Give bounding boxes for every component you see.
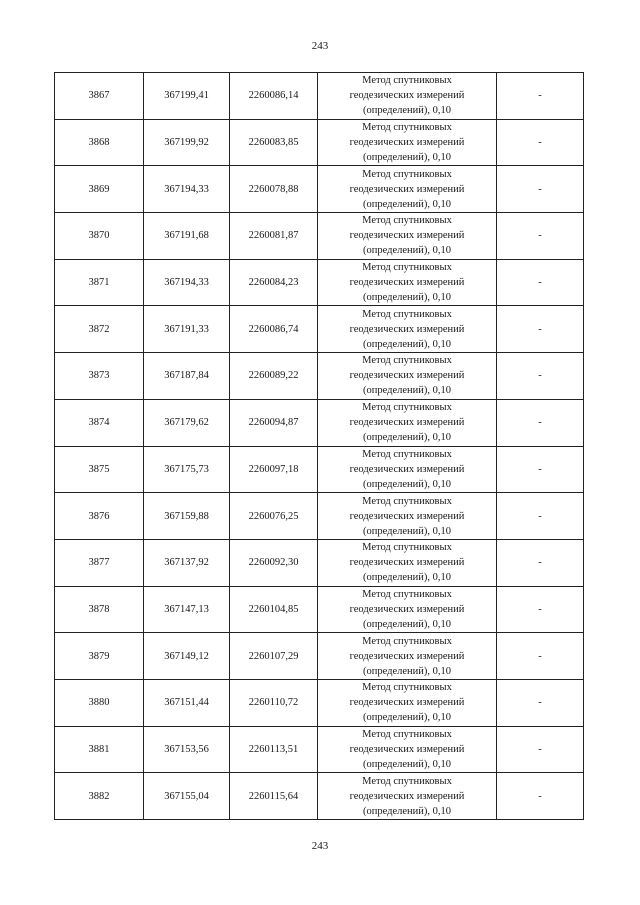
note-cell: - xyxy=(497,399,584,446)
x-coordinate-cell: 367194,33 xyxy=(144,259,230,306)
method-line: геодезических измерений xyxy=(349,417,465,429)
method-cell xyxy=(318,213,497,260)
method-cell xyxy=(318,73,497,120)
method-line: Метод спутниковых xyxy=(362,588,452,600)
method-cell xyxy=(318,773,497,820)
method-line: геодезических измерений xyxy=(349,697,465,709)
x-coordinate-cell: 367194,33 xyxy=(144,166,230,213)
table-row xyxy=(55,633,584,680)
table-row xyxy=(55,73,584,120)
point-number-cell: 3875 xyxy=(55,446,144,493)
table-row xyxy=(55,166,584,213)
x-coordinate-cell: 367151,44 xyxy=(144,679,230,726)
y-coordinate-cell: 2260084,23 xyxy=(230,259,318,306)
x-coordinate-cell: 367191,33 xyxy=(144,306,230,353)
method-line: (определений), 0,10 xyxy=(362,432,452,444)
x-coordinate-cell: 367159,88 xyxy=(144,493,230,540)
point-number-cell: 3871 xyxy=(55,259,144,306)
table-body xyxy=(55,73,584,820)
point-number-cell: 3882 xyxy=(55,773,144,820)
method-line: геодезических измерений xyxy=(349,463,465,475)
method-cell xyxy=(318,399,497,446)
method-line: (определений), 0,10 xyxy=(362,198,452,210)
note-cell: - xyxy=(497,633,584,680)
method-cell xyxy=(318,679,497,726)
x-coordinate-cell: 367191,68 xyxy=(144,213,230,260)
method-cell xyxy=(318,306,497,353)
note-cell: - xyxy=(497,679,584,726)
point-number-cell: 3872 xyxy=(55,306,144,353)
method-line: геодезических измерений xyxy=(349,650,465,662)
method-line: (определений), 0,10 xyxy=(362,245,452,257)
y-coordinate-cell: 2260110,72 xyxy=(230,679,318,726)
method-line: геодезических измерений xyxy=(349,603,465,615)
method-cell xyxy=(318,353,497,400)
table-row xyxy=(55,119,584,166)
x-coordinate-cell: 367199,92 xyxy=(144,119,230,166)
method-line: Метод спутниковых xyxy=(362,122,452,134)
point-number-cell: 3870 xyxy=(55,213,144,260)
method-line: (определений), 0,10 xyxy=(362,292,452,304)
y-coordinate-cell: 2260083,85 xyxy=(230,119,318,166)
note-cell: - xyxy=(497,213,584,260)
method-line: (определений), 0,10 xyxy=(362,618,452,630)
method-line: (определений), 0,10 xyxy=(362,525,452,537)
method-line: Метод спутниковых xyxy=(362,495,452,507)
method-line: геодезических измерений xyxy=(349,743,465,755)
method-cell xyxy=(318,493,497,540)
point-number-cell: 3876 xyxy=(55,493,144,540)
method-cell xyxy=(318,119,497,166)
method-cell xyxy=(318,726,497,773)
method-line: Метод спутниковых xyxy=(362,308,452,320)
point-number-cell: 3873 xyxy=(55,353,144,400)
note-cell: - xyxy=(497,73,584,120)
note-cell: - xyxy=(497,119,584,166)
note-cell: - xyxy=(497,446,584,493)
y-coordinate-cell: 2260115,64 xyxy=(230,773,318,820)
x-coordinate-cell: 367155,04 xyxy=(144,773,230,820)
method-line: (определений), 0,10 xyxy=(362,805,452,817)
table-row xyxy=(55,353,584,400)
method-line: (определений), 0,10 xyxy=(362,385,452,397)
point-number-cell: 3878 xyxy=(55,586,144,633)
method-line: Метод спутниковых xyxy=(362,635,452,647)
x-coordinate-cell: 367175,73 xyxy=(144,446,230,493)
point-number-cell: 3880 xyxy=(55,679,144,726)
method-cell xyxy=(318,259,497,306)
point-number-cell: 3877 xyxy=(55,539,144,586)
method-cell xyxy=(318,446,497,493)
method-line: геодезических измерений xyxy=(349,137,465,149)
method-cell xyxy=(318,586,497,633)
note-cell: - xyxy=(497,586,584,633)
method-line: (определений), 0,10 xyxy=(362,758,452,770)
point-number-cell: 3867 xyxy=(55,73,144,120)
method-line: (определений), 0,10 xyxy=(362,105,452,117)
method-line: геодезических измерений xyxy=(349,510,465,522)
method-line: геодезических измерений xyxy=(349,277,465,289)
method-line: (определений), 0,10 xyxy=(362,665,452,677)
method-line: геодезических измерений xyxy=(349,370,465,382)
table-row xyxy=(55,213,584,260)
table-row xyxy=(55,726,584,773)
point-number-cell: 3869 xyxy=(55,166,144,213)
method-line: Метод спутниковых xyxy=(362,215,452,227)
point-number-cell: 3874 xyxy=(55,399,144,446)
y-coordinate-cell: 2260081,87 xyxy=(230,213,318,260)
coordinates-table xyxy=(54,72,584,820)
method-line: геодезических измерений xyxy=(349,323,465,335)
y-coordinate-cell: 2260107,29 xyxy=(230,633,318,680)
note-cell: - xyxy=(497,773,584,820)
x-coordinate-cell: 367179,62 xyxy=(144,399,230,446)
method-line: геодезических измерений xyxy=(349,790,465,802)
method-line: (определений), 0,10 xyxy=(362,338,452,350)
point-number-cell: 3868 xyxy=(55,119,144,166)
method-line: Метод спутниковых xyxy=(362,262,452,274)
table-row xyxy=(55,259,584,306)
note-cell: - xyxy=(497,353,584,400)
table-row xyxy=(55,493,584,540)
page-number-bottom: 243 xyxy=(311,840,329,852)
method-line: Метод спутниковых xyxy=(362,775,452,787)
y-coordinate-cell: 2260113,51 xyxy=(230,726,318,773)
method-line: Метод спутниковых xyxy=(362,448,452,460)
y-coordinate-cell: 2260089,22 xyxy=(230,353,318,400)
note-cell: - xyxy=(497,259,584,306)
table-row xyxy=(55,306,584,353)
note-cell: - xyxy=(497,493,584,540)
method-line: (определений), 0,10 xyxy=(362,572,452,584)
x-coordinate-cell: 367137,92 xyxy=(144,539,230,586)
x-coordinate-cell: 367153,56 xyxy=(144,726,230,773)
y-coordinate-cell: 2260078,88 xyxy=(230,166,318,213)
y-coordinate-cell: 2260092,30 xyxy=(230,539,318,586)
method-cell xyxy=(318,539,497,586)
note-cell: - xyxy=(497,306,584,353)
method-line: Метод спутниковых xyxy=(362,728,452,740)
method-line: (определений), 0,10 xyxy=(362,712,452,724)
y-coordinate-cell: 2260076,25 xyxy=(230,493,318,540)
table-row xyxy=(55,773,584,820)
note-cell: - xyxy=(497,539,584,586)
x-coordinate-cell: 367199,41 xyxy=(144,73,230,120)
method-line: геодезических измерений xyxy=(349,557,465,569)
page-number-top: 243 xyxy=(311,40,329,52)
method-line: Метод спутниковых xyxy=(362,75,452,87)
note-cell: - xyxy=(497,166,584,213)
method-cell xyxy=(318,166,497,213)
method-line: Метод спутниковых xyxy=(362,355,452,367)
method-line: Метод спутниковых xyxy=(362,402,452,414)
note-cell: - xyxy=(497,726,584,773)
method-line: геодезических измерений xyxy=(349,183,465,195)
y-coordinate-cell: 2260104,85 xyxy=(230,586,318,633)
table-row xyxy=(55,586,584,633)
method-line: геодезических измерений xyxy=(349,90,465,102)
x-coordinate-cell: 367147,13 xyxy=(144,586,230,633)
y-coordinate-cell: 2260086,74 xyxy=(230,306,318,353)
method-line: (определений), 0,10 xyxy=(362,478,452,490)
y-coordinate-cell: 2260086,14 xyxy=(230,73,318,120)
method-line: (определений), 0,10 xyxy=(362,152,452,164)
point-number-cell: 3881 xyxy=(55,726,144,773)
x-coordinate-cell: 367187,84 xyxy=(144,353,230,400)
table-row xyxy=(55,446,584,493)
method-line: геодезических измерений xyxy=(349,230,465,242)
y-coordinate-cell: 2260097,18 xyxy=(230,446,318,493)
method-line: Метод спутниковых xyxy=(362,682,452,694)
x-coordinate-cell: 367149,12 xyxy=(144,633,230,680)
table-row xyxy=(55,539,584,586)
method-line: Метод спутниковых xyxy=(362,168,452,180)
y-coordinate-cell: 2260094,87 xyxy=(230,399,318,446)
table-row xyxy=(55,399,584,446)
method-cell xyxy=(318,633,497,680)
table-row xyxy=(55,679,584,726)
point-number-cell: 3879 xyxy=(55,633,144,680)
method-line: Метод спутниковых xyxy=(362,542,452,554)
